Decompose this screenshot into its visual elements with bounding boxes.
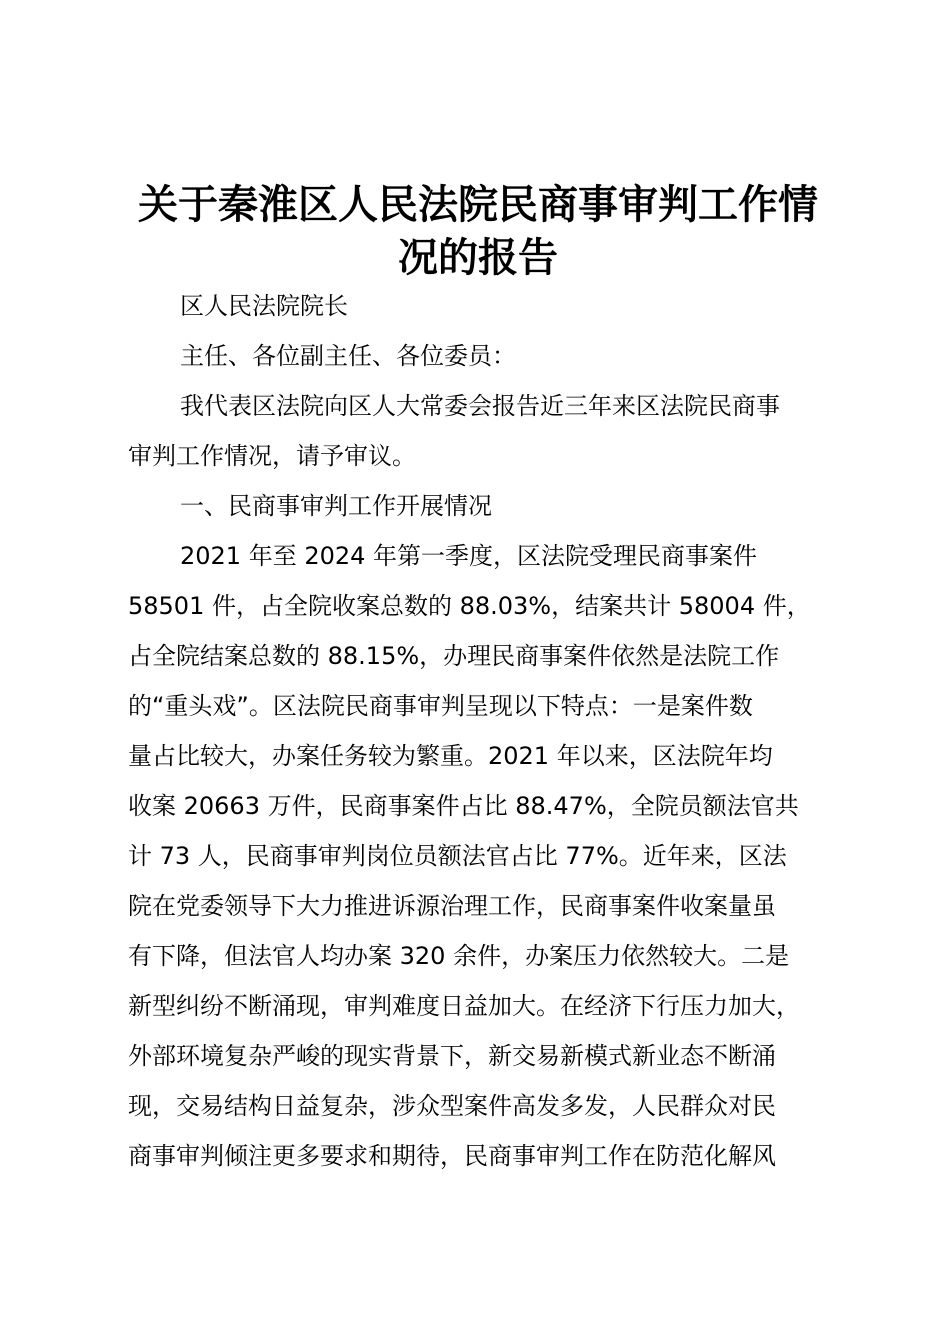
paragraph-line: 计 73 人，民商事审判岗位员额法官占比 77%。近年来，区法 xyxy=(128,842,787,870)
salutation-paragraph xyxy=(128,331,853,381)
author-line xyxy=(128,281,853,331)
paragraph-line: 新型纠纷不断涌现，审判难度日益加大。在经济下行压力加大， xyxy=(128,992,800,1020)
paragraph-line: 商事审判倾注更多要求和期待，民商事审判工作在防范化解风 xyxy=(128,1142,776,1170)
title-line: 关于秦淮区人民法院民商事审判工作情 xyxy=(138,181,818,228)
paragraph-line: 院在党委领导下大力推进诉源治理工作，民商事案件收案量虽 xyxy=(128,892,776,920)
section-heading-text: 一、民商事审判工作开展情况 xyxy=(180,492,492,520)
paragraph-line: 审判工作情况，请予审议。 xyxy=(128,442,416,470)
paragraph-line: 量占比较大，办案任务较为繁重。2021 年以来，区法院年均 xyxy=(128,742,773,770)
paragraph-line: 的“重头戏”。区法院民商事审判呈现以下特点：一是案件数 xyxy=(128,692,753,720)
paragraph-line: 有下降，但法官人均办案 320 余件，办案压力依然较大。二是 xyxy=(128,942,790,970)
paragraph-line: 2021 年至 2024 年第一季度，区法院受理民商事案件 xyxy=(180,542,758,570)
document-title xyxy=(118,178,838,284)
paragraph-line: 现，交易结构日益复杂，涉众型案件高发多发，人民群众对民 xyxy=(128,1092,776,1120)
salutation-text: 主任、各位副主任、各位委员： xyxy=(180,342,516,370)
paragraph-line: 占全院结案总数的 88.15%，办理民商事案件依然是法院工作 xyxy=(128,642,780,670)
author-text: 区人民法院院长 xyxy=(180,292,348,320)
paragraph-line: 收案 20663 万件，民商事案件占比 88.47%，全院员额法官共 xyxy=(128,792,799,820)
title-line: 况的报告 xyxy=(398,234,558,281)
paragraph-line: 外部环境复杂严峻的现实背景下，新交易新模式新业态不断涌 xyxy=(128,1042,776,1070)
intro-paragraph xyxy=(128,381,853,481)
body-paragraph xyxy=(128,531,853,1181)
paragraph-line: 我代表区法院向区人大常委会报告近三年来区法院民商事 xyxy=(180,392,780,420)
section-heading xyxy=(128,481,853,531)
paragraph-line: 58501 件，占全院收案总数的 88.03%，结案共计 58004 件， xyxy=(128,592,811,620)
